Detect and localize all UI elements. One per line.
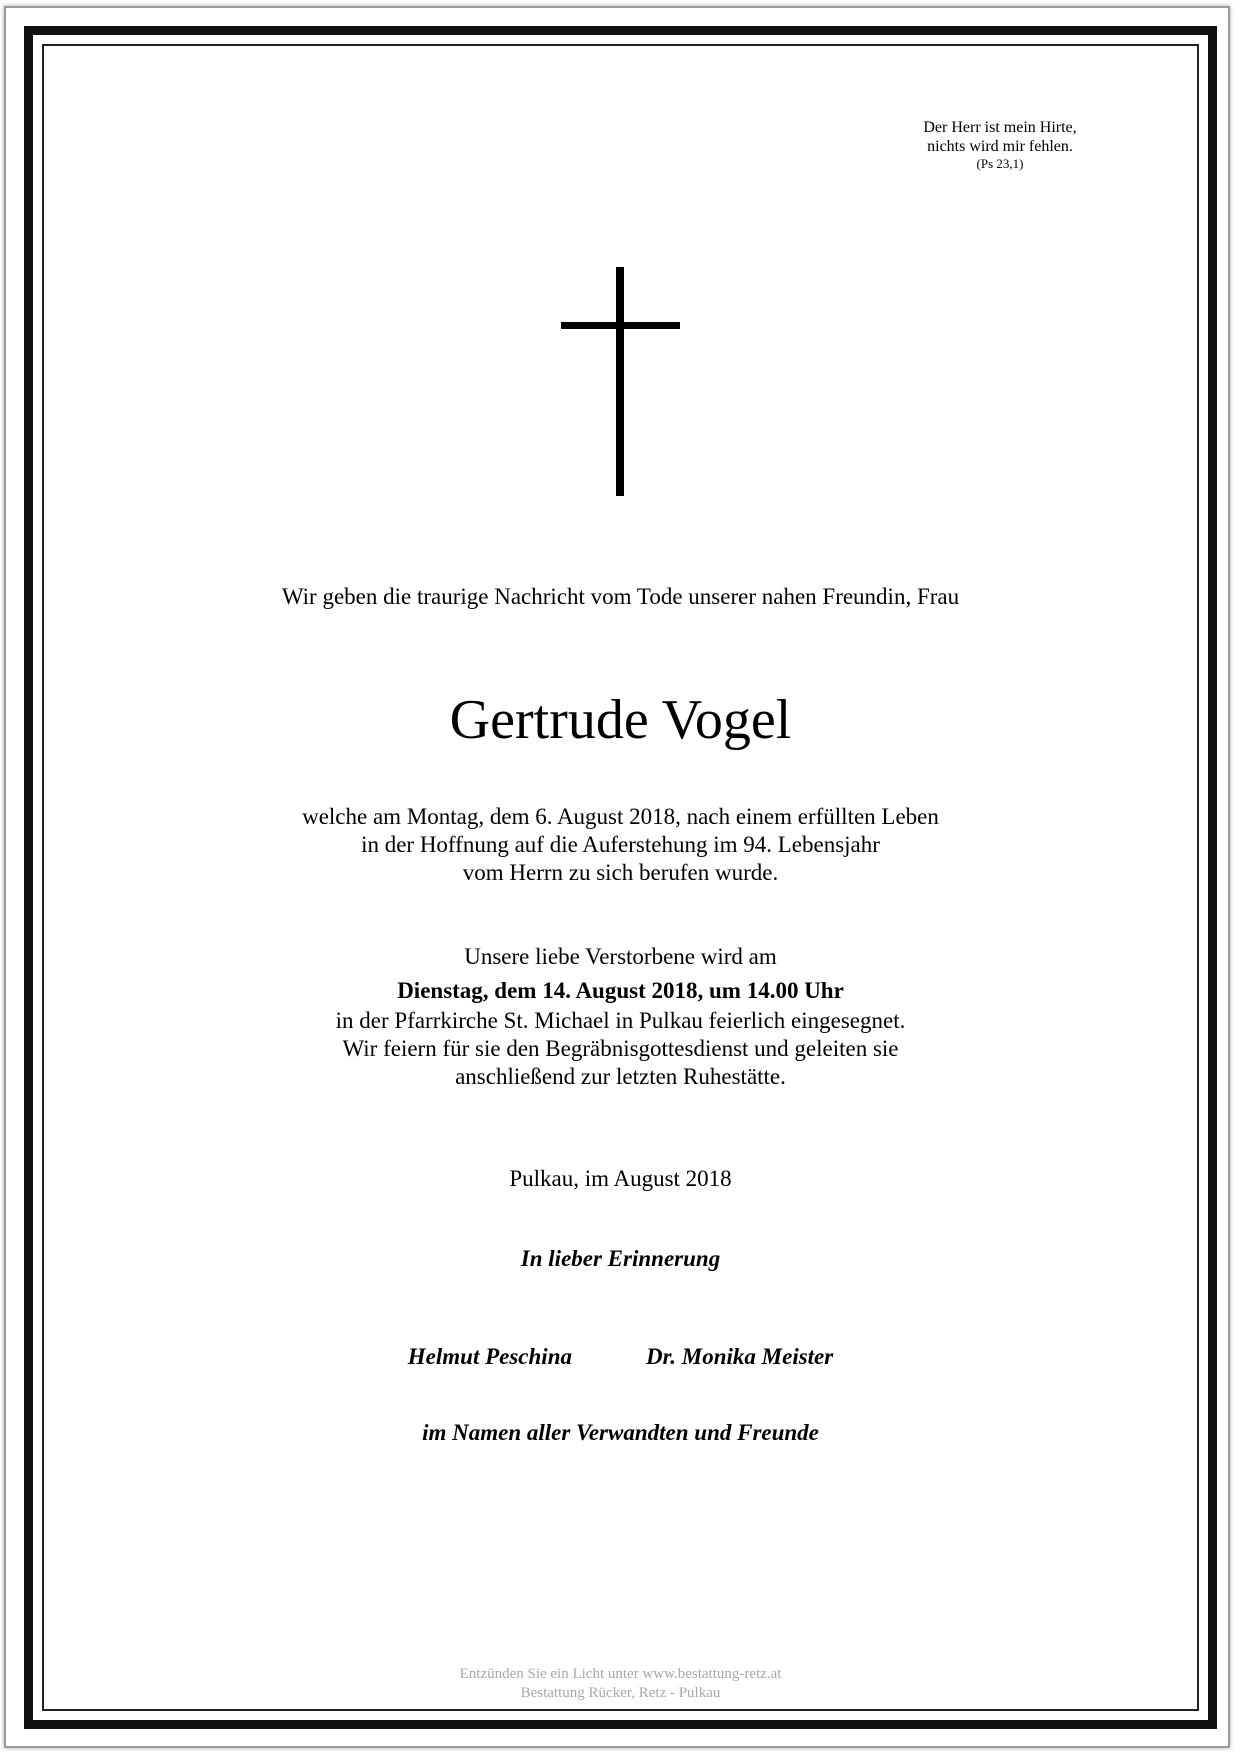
funeral-date: Dienstag, dem 14. August 2018, um 14.00 Uhr — [397, 978, 844, 1003]
passing-details — [0, 803, 1241, 887]
psalm-line-1: Der Herr ist mein Hirte, — [923, 119, 1077, 136]
passing-line-2: in der Hoffnung auf die Auferstehung im 94. Lebensjahr — [361, 832, 880, 857]
funeral-details — [0, 943, 1241, 1091]
memory-line: In lieber Erinnerung — [520, 1246, 721, 1271]
cross-icon-horizontal-bar — [561, 322, 680, 329]
cross-icon-vertical-bar — [616, 267, 624, 496]
deceased-name: Gertrude Vogel — [449, 689, 792, 751]
funeral-line-3: Wir feiern für sie den Begräbnisgottesdienst und geleiten sie — [342, 1036, 899, 1061]
on-behalf-line: im Namen aller Verwandten und Freunde — [422, 1420, 819, 1445]
footer — [0, 1665, 1241, 1703]
signer-name: Helmut Peschina — [407, 1344, 572, 1369]
psalm-quote — [880, 118, 1120, 172]
announcement-intro: Wir geben die traurige Nachricht vom Tode unserer nahen Freundin, Frau — [281, 584, 960, 609]
passing-line-1: welche am Montag, dem 6. August 2018, nach einem erfüllten Leben — [302, 804, 939, 829]
signers — [0, 1343, 1241, 1371]
funeral-line-4: anschließend zur letzten Ruhestätte. — [455, 1064, 786, 1089]
passing-line-3: vom Herrn zu sich berufen wurde. — [462, 860, 779, 885]
signer-name: Dr. Monika Meister — [645, 1344, 834, 1369]
funeral-line-1: Unsere liebe Verstorbene wird am — [464, 944, 777, 969]
psalm-line-2: nichts wird mir fehlen. — [927, 138, 1073, 155]
psalm-reference: (Ps 23,1) — [976, 156, 1024, 171]
footer-line-1: Entzünden Sie ein Licht unter www.bestattung-retz.at — [459, 1666, 782, 1682]
funeral-line-2: in der Pfarrkirche St. Michael in Pulkau feierlich eingesegnet. — [335, 1008, 906, 1033]
place-and-date: Pulkau, im August 2018 — [509, 1166, 732, 1191]
footer-line-2: Bestattung Rücker, Retz - Pulkau — [520, 1685, 721, 1701]
